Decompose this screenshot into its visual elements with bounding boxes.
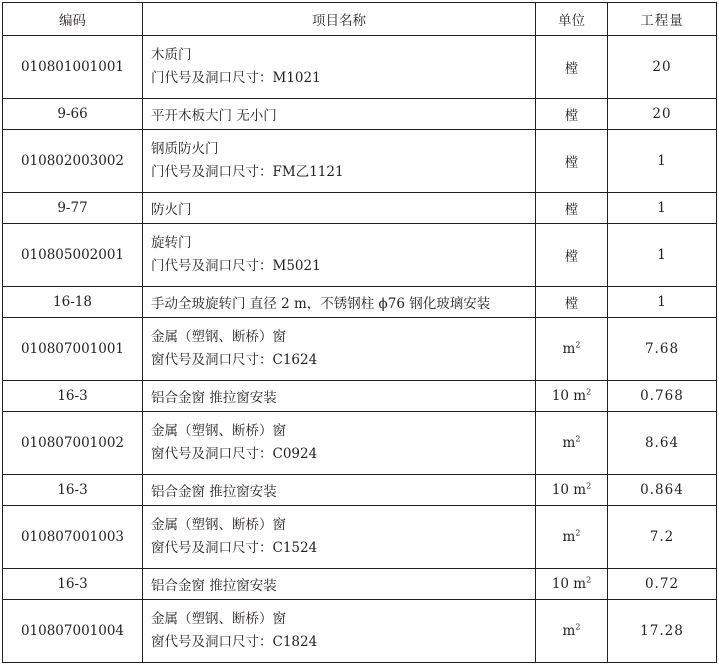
cell-name [143,36,536,99]
table-row [3,506,717,569]
cell-name [143,600,536,663]
cell-code: 010807001001 [3,318,143,381]
cell-unit-text: 樘 [564,249,579,265]
cell-code: 010802003002 [3,130,143,193]
cell-unit [536,193,608,224]
cell-code: 16-18 [3,287,143,318]
cell-unit [536,569,608,600]
cell-name [143,506,536,569]
cell-name-line1: 金属（塑钢、断桥）窗 [151,329,286,345]
cell-name-line1: 铝合金窗 推拉窗安装 [151,484,277,500]
cell-name [143,193,536,224]
cell-name-line1: 金属（塑钢、断桥）窗 [151,423,286,439]
table-row [3,130,717,193]
table-row [3,193,717,224]
cell-code: 16-3 [3,475,143,506]
cell-unit-sup: 2 [575,622,581,632]
cell-code: 9-66 [3,99,143,130]
cell-name-line1: 木质门 [151,47,192,63]
cell-unit-text: 樘 [564,155,579,171]
cell-unit [536,99,608,130]
cell-code: 9-77 [3,193,143,224]
cell-qty: 1 [608,193,717,224]
cell-code: 010807001002 [3,412,143,475]
cell-unit-sup: 2 [575,528,581,538]
cell-unit-text: m [562,341,576,357]
cell-unit [536,287,608,318]
cell-unit-sup: 2 [586,387,592,397]
cell-unit-text: m [562,529,576,545]
cell-unit-text: m [562,435,576,451]
cell-unit [536,130,608,193]
cell-name-line1: 平开木板大门 无小门 [151,108,277,124]
table-header-row [3,3,717,36]
cell-unit [536,412,608,475]
cell-unit-text: 10 m [551,388,587,404]
cell-name [143,569,536,600]
cell-unit-sup: 2 [586,481,592,491]
cell-unit-text: 樘 [564,61,579,77]
cell-code: 16-3 [3,569,143,600]
cell-name-line2: 窗代号及洞口尺寸：C1624 [151,352,318,368]
table-row [3,412,717,475]
table-row [3,600,717,663]
cell-qty: 0.768 [608,381,717,412]
quantity-table-document [2,2,717,663]
cell-name-line2: 窗代号及洞口尺寸：C1824 [151,634,318,650]
cell-qty: 0.72 [608,569,717,600]
cell-name [143,224,536,287]
cell-unit [536,600,608,663]
table-row [3,475,717,506]
table-row [3,36,717,99]
cell-code: 16-3 [3,381,143,412]
cell-name [143,381,536,412]
cell-qty: 1 [608,224,717,287]
cell-unit [536,224,608,287]
cell-name-line2: 门代号及洞口尺寸：M5021 [151,258,321,274]
cell-unit [536,381,608,412]
cell-qty: 17.28 [608,600,717,663]
cell-name-line1: 钢质防火门 [151,141,219,157]
cell-name-line2: 窗代号及洞口尺寸：C1524 [151,540,318,556]
quantity-table [2,2,717,663]
cell-unit-sup: 2 [586,575,592,585]
table-row [3,569,717,600]
table-row [3,318,717,381]
header-qty: 工程量 [608,3,717,36]
header-name: 项目名称 [143,3,536,36]
cell-unit [536,36,608,99]
cell-unit [536,318,608,381]
cell-name [143,475,536,506]
cell-unit-text: 10 m [551,482,587,498]
cell-qty: 7.68 [608,318,717,381]
cell-code: 010807001004 [3,600,143,663]
cell-code: 010807001003 [3,506,143,569]
cell-unit-sup: 2 [575,434,581,444]
cell-name [143,99,536,130]
table-row [3,224,717,287]
cell-qty: 8.64 [608,412,717,475]
cell-code: 010801001001 [3,36,143,99]
cell-name-line1: 手动全玻旋转门 直径 2 m，不锈钢柱 ϕ76 钢化玻璃安装 [151,296,491,312]
cell-qty: 1 [608,287,717,318]
cell-unit [536,506,608,569]
cell-qty: 20 [608,99,717,130]
cell-name-line2: 门代号及洞口尺寸：M1021 [151,70,321,86]
cell-name-line1: 铝合金窗 推拉窗安装 [151,578,277,594]
cell-unit-text: 10 m [551,576,587,592]
cell-name-line1: 金属（塑钢、断桥）窗 [151,611,286,627]
cell-unit [536,475,608,506]
cell-name-line2: 门代号及洞口尺寸：FM乙1121 [151,164,344,180]
cell-name-line1: 旋转门 [151,235,192,251]
cell-name-line2: 窗代号及洞口尺寸：C0924 [151,446,318,462]
cell-name [143,412,536,475]
cell-name-line1: 铝合金窗 推拉窗安装 [151,390,277,406]
header-unit: 单位 [536,3,608,36]
cell-unit-sup: 2 [575,340,581,350]
table-row [3,287,717,318]
cell-name [143,287,536,318]
cell-unit-text: m [562,623,576,639]
table-row [3,381,717,412]
cell-name-line1: 金属（塑钢、断桥）窗 [151,517,286,533]
cell-qty: 0.864 [608,475,717,506]
table-row [3,99,717,130]
cell-name [143,130,536,193]
cell-code: 010805002001 [3,224,143,287]
cell-unit-text: 樘 [564,202,579,218]
cell-qty: 1 [608,130,717,193]
cell-unit-text: 樘 [564,108,579,124]
cell-qty: 7.2 [608,506,717,569]
header-code: 编码 [3,3,143,36]
cell-qty: 20 [608,36,717,99]
cell-name-line1: 防火门 [151,202,192,218]
cell-unit-text: 樘 [564,296,579,312]
cell-name [143,318,536,381]
